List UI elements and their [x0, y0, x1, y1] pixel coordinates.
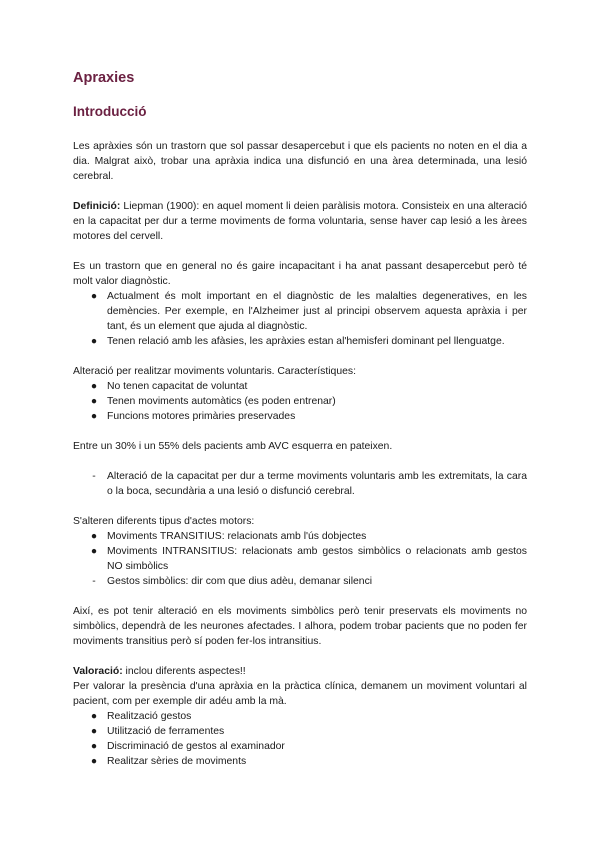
definition-text: Liepman (1900): en aquel moment li deien paràlisis motora. Consisteix en una alteració en la capacitat per dur a terme moviments de forma voluntaria, sense haver cap lesió a les àrees motores del cervell.: [73, 201, 527, 242]
list-assessment: [73, 709, 527, 769]
paragraph-symbolic: Així, es pot tenir alteració en els moviments simbòlics però tenir preservats els moviments no simbòlics, dependrà de les neurones afectades. I alhora, podem trobar pacients que no poden fer moviments transitius però sí poden fer-los intransitius.: [73, 606, 527, 647]
document-title: Apraxies: [73, 70, 135, 86]
paragraph-diagnostic: Es un trastorn que en general no és gaire incapacitant i ha anat passant desapercebut però té molt valor diagnòstic.: [73, 261, 527, 287]
paragraph-definition: [73, 199, 527, 244]
list-motor-acts: [73, 529, 527, 589]
assessment-text: inclou diferents aspectes!!: [122, 666, 246, 677]
paragraph-assessment-label: [73, 664, 527, 679]
list-item: ● Discriminació de gestos al examinador: [90, 741, 285, 752]
paragraph-assessment: Per valorar la presència d'una apràxia en la pràctica clínica, demanem un moviment voluntari al pacient, com per exemple dir adéu amb la mà.: [73, 681, 527, 707]
bullet-marker: ●: [90, 756, 98, 767]
bullet-marker: ●: [90, 531, 98, 542]
bullet-marker: ●: [90, 336, 98, 347]
bullet-marker: ●: [90, 546, 98, 557]
list-item: ● Funcions motores primàries preservades: [90, 411, 296, 422]
list-item: ● Tenen relació amb les afàsies, les apràxies estan al'hemisferi dominant pel llenguatge.: [90, 336, 505, 347]
list-diagnostic: [73, 289, 527, 349]
assessment-label: Valoració:: [73, 666, 123, 677]
paragraph-characteristics: Alteració per realitzar moviments voluntaris. Característiques:: [73, 366, 356, 377]
list-item: ● No tenen capacitat de voluntat: [90, 381, 248, 392]
bullet-marker: ●: [90, 711, 98, 722]
paragraph-motor-acts: S'alteren diferents tipus d'actes motors:: [73, 516, 255, 527]
list-item: ● Moviments INTRANSITIUS: relacionats amb gestos simbòlics o relacionats amb gestos NO simbòlics: [90, 546, 527, 572]
section-heading: Introducció: [73, 104, 147, 119]
bullet-marker: ●: [90, 381, 98, 392]
list-item: ● Realitzar sèries de moviments: [90, 756, 247, 767]
bullet-marker: ●: [90, 726, 98, 737]
definition-label: Definició:: [73, 201, 121, 212]
paragraph-intro: Les apràxies són un trastorn que sol passar desapercebut i que els pacients no noten en el dia a dia. Malgrat això, trobar una apràxia indica una disfunció en una àrea determinada, una lesió cerebral.: [73, 141, 527, 182]
dash-marker: -: [92, 576, 96, 587]
list-item: ● Utilització de ferramentes: [90, 726, 225, 737]
list-item: - Alteració de la capacitat per dur a terme moviments voluntaris amb les extremitats, la cara o la boca, secundària a una lesió o disfunció cerebral.: [73, 469, 527, 499]
dash-marker: -: [92, 471, 96, 482]
list-item: ● Tenen moviments automàtics (es poden entrenar): [90, 396, 336, 407]
bullet-marker: ●: [90, 411, 98, 422]
list-item: ● Moviments TRANSITIUS: relacionats amb l'ús dobjectes: [90, 531, 367, 542]
list-item: ● Actualment és molt important en el diagnòstic de les malalties degeneratives, en les demències. Per exemple, en l'Alzheimer just al principi observem aquesta apràxia i per tant, és un element que ajuda al diagnòstic.: [90, 291, 527, 332]
bullet-marker: ●: [90, 396, 98, 407]
paragraph-avc: Entre un 30% i un 55% dels pacients amb AVC esquerra en pateixen.: [73, 441, 393, 452]
list-item: ● Realització gestos: [90, 711, 192, 722]
list-characteristics: [73, 379, 527, 424]
bullet-marker: ●: [90, 291, 98, 302]
dash-list-definition: [73, 469, 527, 499]
list-item: - Gestos simbòlics: dir com que dius adèu, demanar silenci: [73, 574, 527, 589]
bullet-marker: ●: [90, 741, 98, 752]
